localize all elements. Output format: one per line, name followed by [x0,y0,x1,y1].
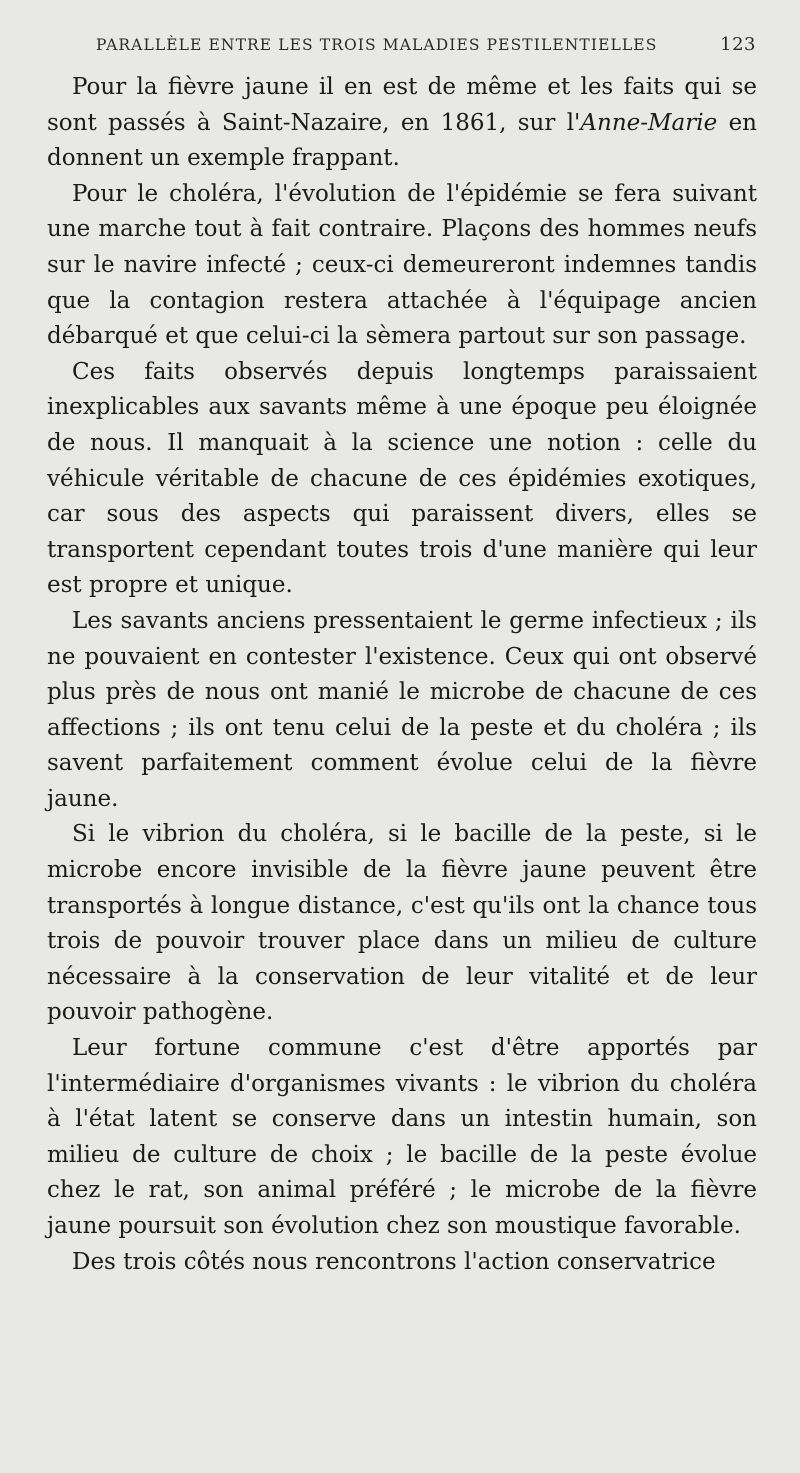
body-text [47,70,757,1280]
paragraph-conservative-action: Des trois côtés nous rencontrons l'action conservatrice [72,1248,716,1275]
page-number: 123 [720,34,756,55]
paragraph-text: en donnent un exemple frappant. [47,109,757,172]
running-title: PARALLÈLE ENTRE LES TROIS MALADIES PESTILENTIELLES [96,36,658,54]
paragraph-infectious-germ: Les savants anciens pressentaient le germe infectieux ; ils ne pouvaient en contester l'existence. Ceux qui ont observé plus près de nous ont manié le microbe de chacune de ces affections ; ils ont tenu celui de la peste et du choléra ; ils savent parfaitement comment évolue celui de la fièvre jaune. [47,607,757,812]
paragraph-cholera-evolution: Pour le choléra, l'évolution de l'épidémie se fera suivant une marche tout à fait contraire. Plaçons des hommes neufs sur le navire infecté ; ceux-ci demeureront indemnes tandis que la contagion restera attachée à l'équipage ancien débarqué et que celui-ci la sèmera partout sur son passage. [47,180,757,350]
running-header [96,34,756,55]
paragraph-long-distance-transport: Si le vibrion du choléra, si le bacille de la peste, si le microbe encore invisible de la fièvre jaune peuvent être transportés à longue distance, c'est qu'ils ont la chance tous trois de pouvoir trouver place dans un milieu de culture nécessaire à la conservation de leur vitalité et de leur pouvoir pathogène. [47,821,757,1026]
paragraph-living-organisms: Leur fortune commune c'est d'être apportés par l'intermédiaire d'organismes vivants : le vibrion du choléra à l'état latent se conserve dans un intestin humain, son milieu de culture de choix ; le bacille de la peste évolue chez le rat, son animal préféré ; le microbe de la fièvre jaune poursuit son évolution chez son moustique favorable. [47,1035,757,1239]
paragraph-text: Pour la fièvre jaune il en est de même et les faits qui se sont passés à Saint-Nazaire, en 1861, sur l' [47,74,757,136]
paragraph-yellow-fever [47,70,757,177]
paragraph-unexplained-facts: Ces faits observés depuis longtemps paraissaient inexplicables aux savants même à une époque peu éloignée de nous. Il manquait à la science une notion : celle du véhicule véritable de chacune de ces épidémies exotiques, car sous des aspects qui paraissent divers, elles se transportent cependant toutes trois d'une manière qui leur est propre et unique. [47,358,757,599]
ship-name: Anne-Marie [580,109,718,136]
